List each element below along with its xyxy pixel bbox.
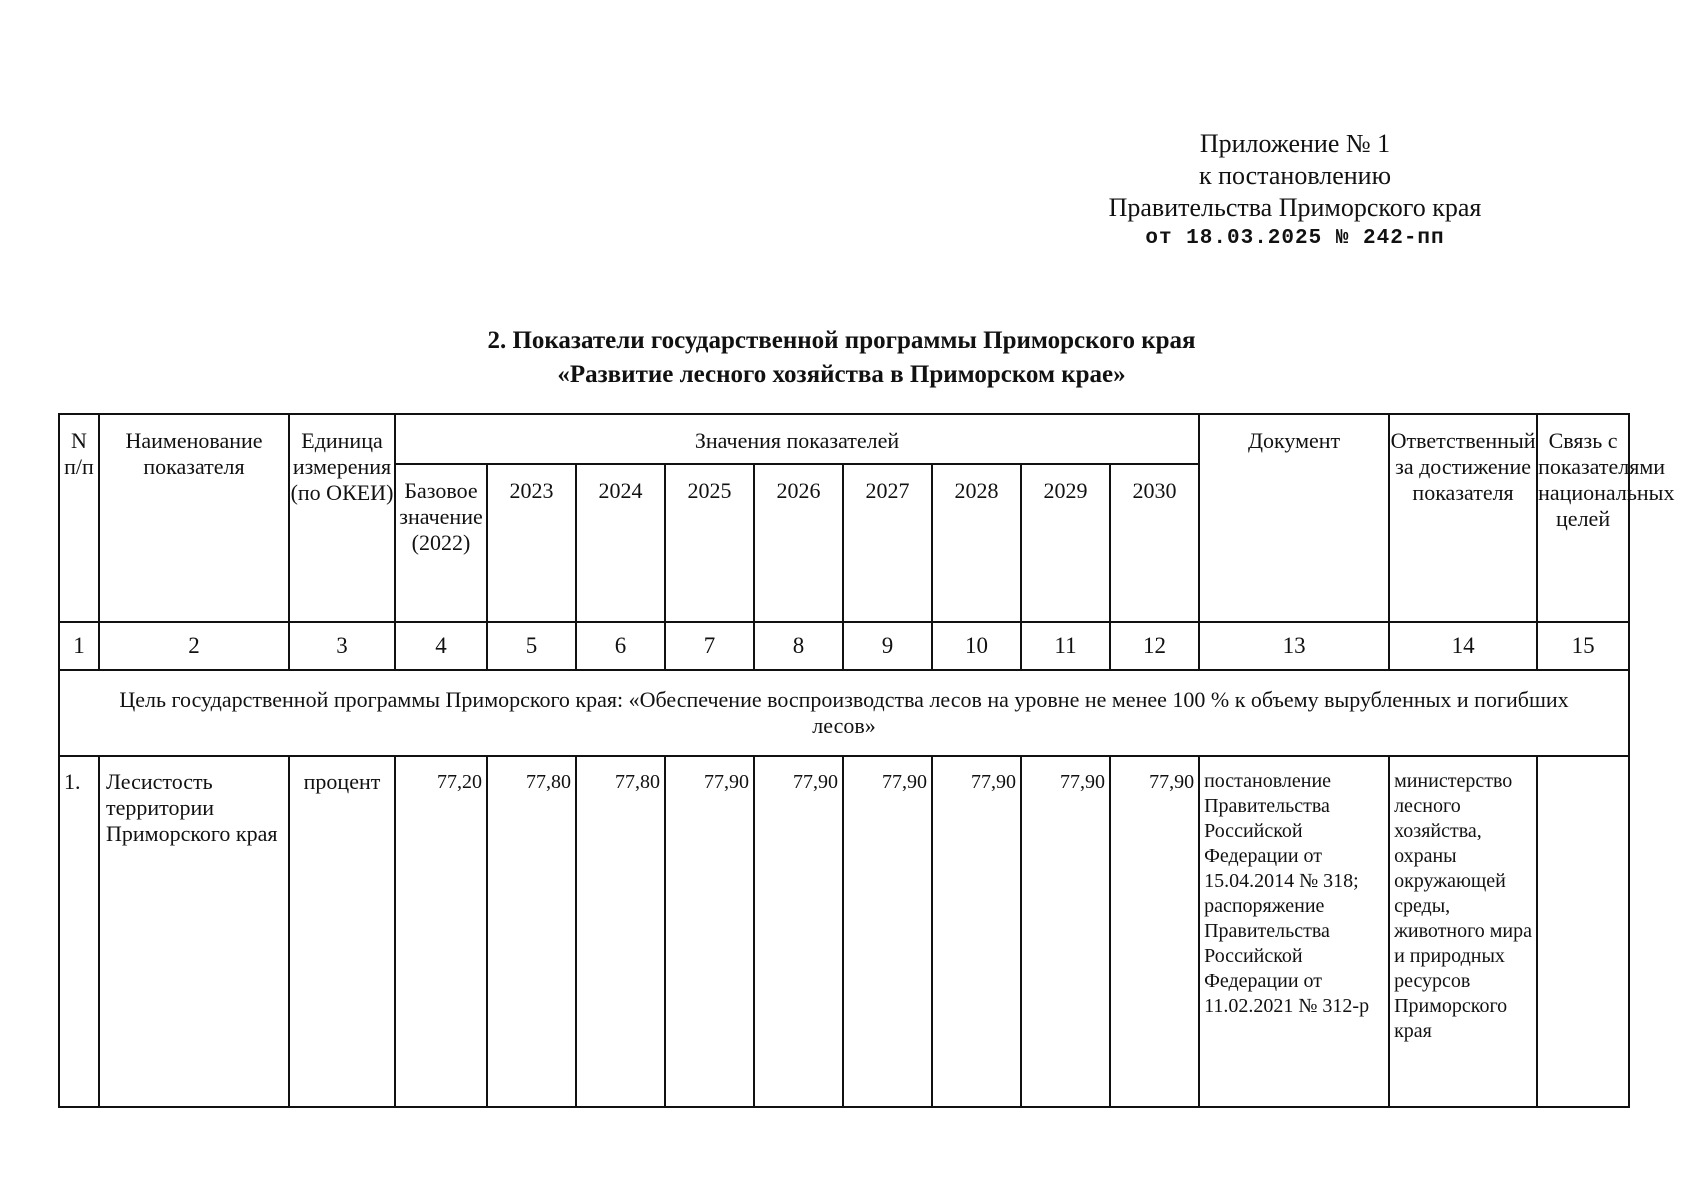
appendix-block <box>1055 128 1535 252</box>
goal-row <box>59 670 1629 756</box>
header-unit: Единица измерения (по ОКЕИ) <box>289 414 395 622</box>
header-year-2023: 2023 <box>487 464 576 622</box>
header-year-2029: 2029 <box>1021 464 1110 622</box>
header-year-2030: 2030 <box>1110 464 1199 622</box>
value-2024: 77,80 <box>576 756 665 1107</box>
responsible-body: министерство лесного хозяйства, охраны окружающей среды, животного мира и природных ресурсов Приморского края <box>1389 756 1537 1107</box>
header-values: Значения показателей <box>395 414 1199 464</box>
appendix-government: Правительства Приморского края <box>1108 193 1482 222</box>
value-2027: 77,90 <box>843 756 932 1107</box>
header-year-2028: 2028 <box>932 464 1021 622</box>
value-2029: 77,90 <box>1021 756 1110 1107</box>
row-number: 1. <box>59 756 99 1107</box>
header-num: N п/п <box>59 414 99 622</box>
column-number: 10 <box>932 622 1021 670</box>
appendix-title: Приложение № 1 <box>1199 129 1391 158</box>
column-number: 5 <box>487 622 576 670</box>
column-number: 1 <box>59 622 99 670</box>
document-title <box>60 324 1623 392</box>
value-2025: 77,90 <box>665 756 754 1107</box>
value-2026: 77,90 <box>754 756 843 1107</box>
column-number: 7 <box>665 622 754 670</box>
header-year-2027: 2027 <box>843 464 932 622</box>
unit-of-measure: процент <box>289 756 395 1107</box>
column-number: 11 <box>1021 622 1110 670</box>
header-year-2024: 2024 <box>576 464 665 622</box>
column-number: 3 <box>289 622 395 670</box>
header-document: Документ <box>1199 414 1389 622</box>
column-number: 4 <box>395 622 487 670</box>
appendix-reference: к постановлению <box>1198 161 1392 190</box>
base-value: 77,20 <box>395 756 487 1107</box>
value-2023: 77,80 <box>487 756 576 1107</box>
table-header-row-1 <box>59 414 1629 464</box>
indicator-name: Лесистость территории Приморского края <box>99 756 289 1107</box>
column-number: 2 <box>99 622 289 670</box>
column-number: 14 <box>1389 622 1537 670</box>
regulatory-document: постановление Правительства Российской Федерации от 15.04.2014 № 318; распоряжение Правительства Российской Федерации от 11.02.2021 № 312-р <box>1199 756 1389 1107</box>
document-title-line-1: 2. Показатели государственной программы Приморского края <box>487 327 1196 354</box>
value-2028: 77,90 <box>932 756 1021 1107</box>
document-title-line-2: «Развитие лесного хозяйства в Приморском крае» <box>557 361 1126 388</box>
column-number: 9 <box>843 622 932 670</box>
value-2030: 77,90 <box>1110 756 1199 1107</box>
header-national-goals-link: Связь с показателями национальных целей <box>1537 414 1629 622</box>
table-row <box>59 756 1629 1107</box>
column-number: 6 <box>576 622 665 670</box>
header-responsible: Ответственный за достижение показателя <box>1389 414 1537 622</box>
column-number: 15 <box>1537 622 1629 670</box>
column-number: 13 <box>1199 622 1389 670</box>
header-year-2025: 2025 <box>665 464 754 622</box>
indicators-table <box>58 413 1675 1108</box>
national-goals-link <box>1537 756 1629 1107</box>
column-number: 12 <box>1110 622 1199 670</box>
header-name: Наименование показателя <box>99 414 289 622</box>
appendix-order-number: от 18.03.2025 № 242-пп <box>1145 227 1445 250</box>
program-goal: Цель государственной программы Приморского края: «Обеспечение воспроизводства лесов на уровне не менее 100 % к объему вырубленных и погибших лесов» <box>59 670 1629 756</box>
header-year-2026: 2026 <box>754 464 843 622</box>
header-base-value: Базовое значение (2022) <box>395 464 487 622</box>
column-numbers-row <box>59 622 1629 670</box>
column-number: 8 <box>754 622 843 670</box>
